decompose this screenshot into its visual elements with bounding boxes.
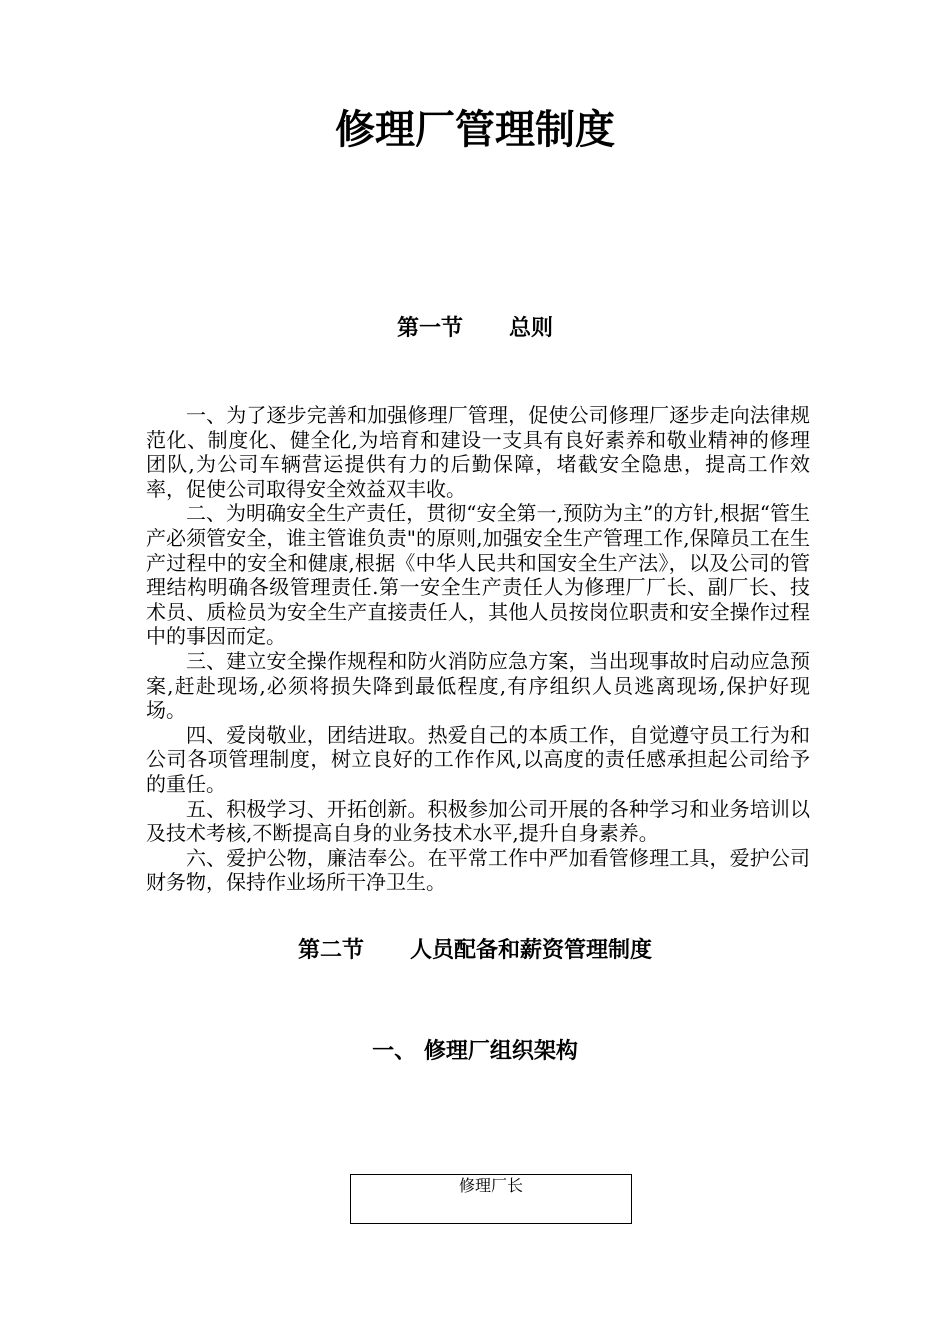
org-chart-box-factory-director [350,1174,632,1224]
section-heading-staffing: 第二节 人员配备和薪资管理制度 [298,937,652,963]
document-title: 修理厂管理制度 [335,106,615,153]
org-chart-box-label: 修理厂长 [458,1176,523,1195]
section-general-body [146,403,810,895]
paragraph-5: 五、积极学习、开拓创新。积极参加公司开展的各种学习和业务培训以及技术考核,不断提高自身的业务技术水平,提升自身素养。 [146,796,810,846]
paragraph-1: 一、为了逐步完善和加强修理厂管理，促使公司修理厂逐步走向法律规范化、制度化、健全化,为培育和建设一支具有良好素养和敬业精神的修理团队,为公司车辆营运提供有力的后勤保障，堵截安全隐患，提高工作效率，促使公司取得安全效益双丰收。 [146,403,810,501]
paragraph-3: 三、建立安全操作规程和防火消防应急方案，当出现事故时启动应急预案,赶赴现场,必须将损失降到最低程度,有序组织人员逃离现场,保护好现场。 [146,648,810,723]
paragraph-6: 六、爱护公物，廉洁奉公。在平常工作中严加看管修理工具，爱护公司财务物，保持作业场所干净卫生。 [146,845,810,895]
paragraph-2: 二、为明确安全生产责任，贯彻“安全第一,预防为主”的方针,根据“管生产必须管安全，谁主管谁负责"的原则,加强安全生产管理工作,保障员工在生产过程中的安全和健康,根据《中华人民共和国安全生产法》，以及公司的管理结构明确各级管理责任.第一安全生产责任人为修理厂厂长、副厂长、技术员、质检员为安全生产直接责任人，其他人员按岗位职责和安全操作过程中的事因而定。 [146,501,810,649]
paragraph-4: 四、爱岗敬业，团结进取。热爱自己的本质工作，自觉遵守员工行为和公司各项管理制度，树立良好的工作作风,以高度的责任感承担起公司给予的重任。 [146,722,810,796]
section-heading-general: 第一节 总则 [397,315,553,341]
subheading-org-structure: 一、 修理厂组织架构 [372,1038,578,1064]
